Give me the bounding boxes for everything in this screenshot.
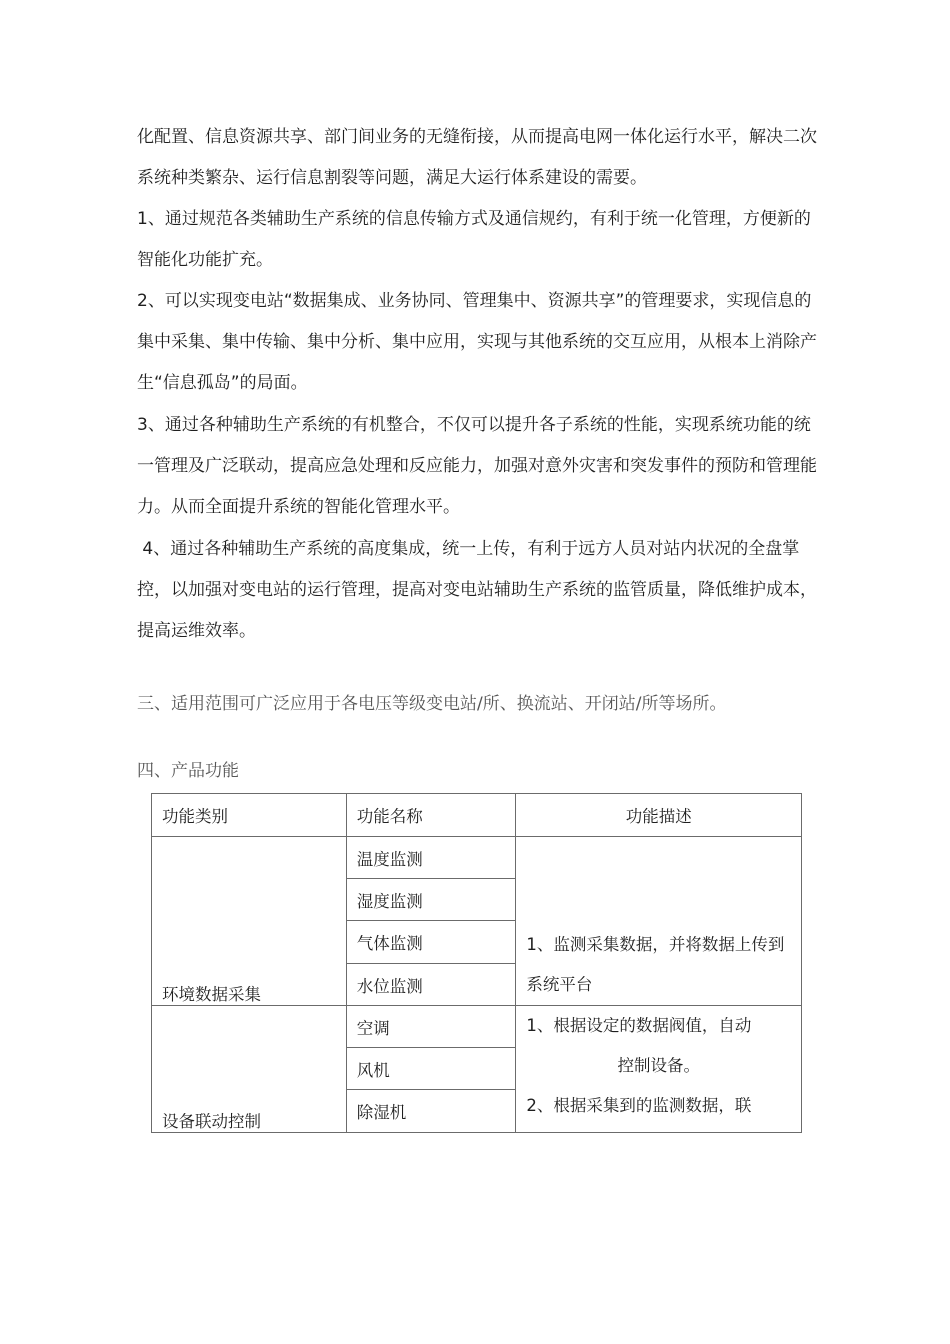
paragraph-point-2: 2、可以实现变电站“数据集成、业务协同、管理集中、资源共享”的管理要求，实现信息的集中采集、集中传输、集中分析、集中应用，实现与其他系统的交互应用，从根本上消除产生“信息孤岛”的局面。 (137, 291, 817, 393)
category-linkage: 设备联动控制 (152, 1006, 347, 1133)
header-description: 功能描述 (516, 794, 802, 837)
section-heading-scope: 三、适用范围可广泛应用于各电压等级变电站/所、换流站、开闭站/所等场所。 (137, 694, 727, 714)
function-table (151, 793, 802, 1133)
paragraph-intro: 化配置、信息资源共享、部门间业务的无缝衔接，从而提高电网一体化运行水平，解决二次系统种类繁杂、运行信息割裂等问题，满足大运行体系建设的需要。 (137, 127, 817, 188)
header-category: 功能类别 (152, 794, 347, 837)
function-name: 温度监测 (346, 837, 516, 879)
function-name: 除湿机 (346, 1090, 516, 1133)
function-name: 湿度监测 (346, 879, 516, 921)
description-environment: 1、监测采集数据，并将数据上传到系统平台 (516, 837, 802, 1006)
table-header-row (152, 794, 802, 837)
paragraph-point-3: 3、通过各种辅助生产系统的有机整合，不仅可以提升各子系统的性能，实现系统功能的统一管理及广泛联动，提高应急处理和反应能力，加强对意外灾害和突发事件的预防和管理能力。从而全面提升系统的智能化管理水平。 (137, 415, 817, 517)
table-row (152, 1006, 802, 1048)
function-name: 空调 (346, 1006, 516, 1048)
header-name: 功能名称 (346, 794, 516, 837)
table-row (152, 837, 802, 879)
description-line: 2、根据采集到的监测数据，联 (526, 1096, 752, 1115)
function-name: 气体监测 (346, 921, 516, 964)
description-line: 1、根据设定的数据阀值，自动 (526, 1016, 752, 1035)
paragraph-point-1: 1、通过规范各类辅助生产系统的信息传输方式及通信规约，有利于统一化管理，方便新的智能化功能扩充。 (137, 209, 811, 270)
category-environment: 环境数据采集 (152, 837, 347, 1006)
function-name: 风机 (346, 1048, 516, 1090)
description-linkage (516, 1006, 802, 1133)
function-name: 水位监测 (346, 964, 516, 1006)
section-heading-functions: 四、产品功能 (137, 761, 239, 781)
description-line: 控制设备。 (617, 1056, 700, 1075)
paragraph-point-4: 4、通过各种辅助生产系统的高度集成，统一上传，有利于远方人员对站内状况的全盘掌控，以加强对变电站的运行管理，提高对变电站辅助生产系统的监管质量，降低维护成本，提高运维效率。 (137, 539, 817, 641)
